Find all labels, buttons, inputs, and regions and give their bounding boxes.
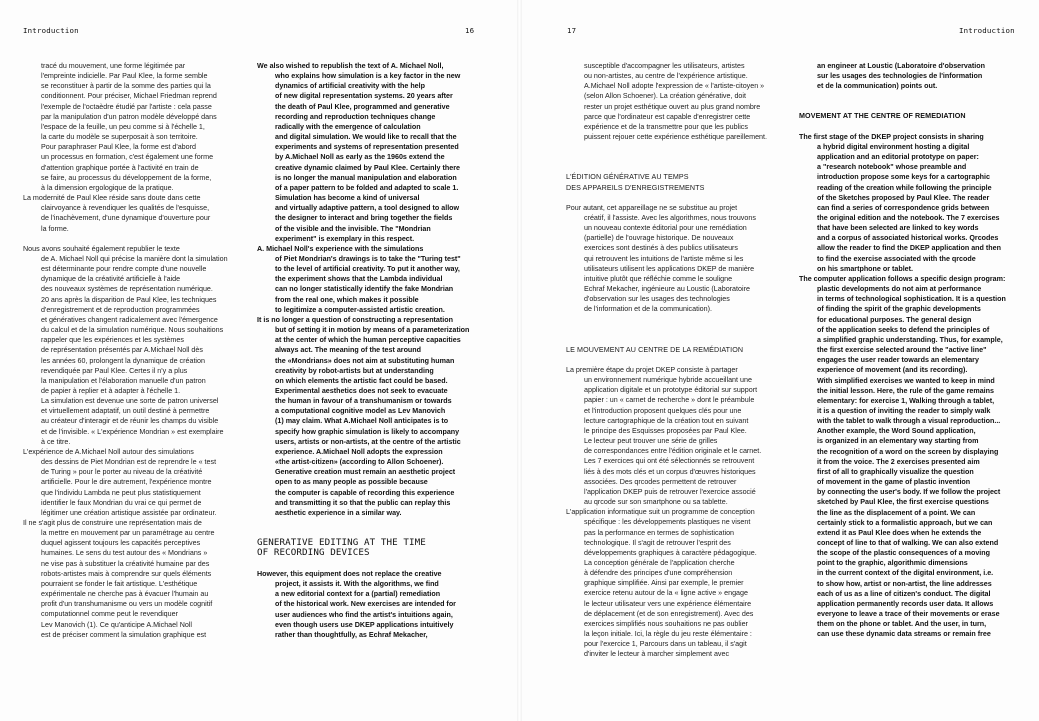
text-line: We also wished to republish the text of A. Michael Noll, xyxy=(257,62,444,70)
text-line: experience of movement (and its recording). xyxy=(817,366,968,375)
text-line: L'application informatique suit un programme de conception xyxy=(566,508,755,517)
text-line: the death of Paul Klee, programmed and generative xyxy=(275,102,450,111)
text-line: It is no longer a question of constructing a representation xyxy=(257,315,453,324)
text-line: Nous avons souhaité également republier le texte xyxy=(23,244,180,253)
text-line: un processus en formation, c'est également une forme xyxy=(41,153,214,162)
text-line: first of all to graphically visualize the question xyxy=(817,467,974,476)
text-line: (selon Allon Schoener). La création générative, doit xyxy=(584,92,746,101)
text-line: the experiment shows that the Lambda individual xyxy=(275,275,443,284)
text-line: l'exemple de l'octaèdre étudié par l'artiste : cela passe xyxy=(41,102,212,111)
text-line: à défendre des principes d'une compréhension xyxy=(584,569,733,578)
text-line: at the center of which the human perceptive capacities xyxy=(275,336,461,345)
text-line: for educational purposes. The general design xyxy=(817,315,972,324)
text-line: développements graphiques à caractère pédagogique. xyxy=(584,548,757,557)
section-heading: LE MOUVEMENT AU CENTRE DE LA REMÉDIATION xyxy=(566,345,744,354)
text-line: liés à des mots clés et un corpus d'œuvres historiques xyxy=(584,467,756,476)
text-line: with the tablet to walk through a visual reproduction... xyxy=(817,417,1001,426)
text-line: by connecting the user's body. If we follow the project xyxy=(817,488,1001,497)
text-line: can use these dynamic data streams or remain free xyxy=(817,630,991,639)
text-line: d'attention graphique portée à l'activité en train de xyxy=(41,163,199,172)
text-line: to legitimize a computer-assisted artistic creation. xyxy=(275,305,445,314)
text-line: creative dynamic claimed by Paul Klee. Certainly there xyxy=(275,163,460,172)
text-line: et l'introduction proposent quelques clés pour une xyxy=(584,406,742,415)
text-line: is organized in an elementary way starting from xyxy=(817,437,979,446)
text-line: Pour paraphraser Paul Klee, la forme est d'abord xyxy=(41,143,196,152)
text-line: «the artist-citizen» (according to Allon Schoener). xyxy=(275,458,444,467)
text-line: application digitale et un prototype éditorial sur support xyxy=(584,386,758,395)
text-line: by A.Michael Noll as early as the 1960s extend the xyxy=(275,153,445,162)
text-line: Generative creation must remain an aesthetic project xyxy=(275,468,456,477)
paragraph-spacer xyxy=(566,162,798,172)
paragraph-spacer xyxy=(566,335,798,345)
text-line: extend it as Paul Klee does when he extends the xyxy=(817,528,982,537)
text-line: artificielle. Pour le dire autrement, l'expérience montre xyxy=(41,478,212,487)
text-line: With simplified exercises we wanted to keep in mind xyxy=(817,376,995,385)
paragraph-spacer xyxy=(799,122,1033,132)
text-line: of movement in the game of plastic invention xyxy=(817,478,971,487)
text-line: even though users use DKEP applications intuitively xyxy=(275,620,454,629)
right-running-title: Introduction xyxy=(959,26,1015,35)
text-line: project, it assists it. With the algorithms, we find xyxy=(275,580,439,589)
text-line: dynamique de la créativité artificielle à l'aide xyxy=(41,275,181,284)
text-line: can no longer statistically identify the fake Mondrian xyxy=(275,285,454,294)
left-running-title: Introduction xyxy=(23,26,79,35)
text-line: La conception générale de l'application cherche xyxy=(584,558,735,567)
text-line: the line as the displacement of a point. We can xyxy=(817,508,976,517)
text-line: d'observation sur les usages des technologies xyxy=(584,295,730,304)
text-line: who explains how simulation is a key factor in the new xyxy=(275,72,461,81)
text-line: papier : un « carnet de recherche » dont le préambule xyxy=(584,396,755,405)
text-line: plastic developments do not aim at performance xyxy=(817,285,982,294)
text-line: susceptible d'accompagner les utilisateurs, artistes xyxy=(584,62,745,70)
text-line: 20 ans après la disparition de Paul Klee, les techniques xyxy=(41,295,217,304)
text-line: de correspondances entre l'édition originale et le carnet. xyxy=(584,447,762,456)
text-line: in terms of technological sophistication. It is a question xyxy=(817,295,1006,304)
text-line: de l'inachèvement, d'une dynamique d'ouverture pour xyxy=(41,214,211,223)
text-line: a hybrid digital environment hosting a digital xyxy=(817,142,970,151)
right-page-number: 17 xyxy=(567,26,577,35)
text-line: technologique. Il s'agit de retrouver l'esprit des xyxy=(584,538,731,547)
text-line: of the application seeks to defend the principles of xyxy=(817,325,990,334)
section-heading: GENERATIVE EDITING AT THE TIME xyxy=(257,537,426,549)
paragraph-spacer xyxy=(257,559,502,569)
text-line: allow the reader to find the DKEP application and then xyxy=(817,244,1001,253)
text-line: des nouveaux systèmes de représentation numérique. xyxy=(41,285,213,294)
text-line: can find a series of correspondence grids between xyxy=(817,203,990,212)
text-line: intuitive plutôt que réfléchie comme le souligne xyxy=(584,274,733,283)
text-line: Il ne s'agit plus de construire une représentation mais de xyxy=(23,519,202,528)
text-line: elementary: for exercise 1, Walking through a tablet, xyxy=(817,396,995,405)
text-line: to find the exercise associated with the qrcode xyxy=(817,254,976,263)
text-line: Experimental aesthetics does not seek to evacuate xyxy=(275,387,448,395)
text-line: tracé du mouvement, une forme légitimée par xyxy=(41,62,186,70)
text-line: the first exercise selected around the "active line" xyxy=(817,346,987,355)
text-line: exercices sont destinés à des publics utilisateurs xyxy=(584,244,738,253)
text-line: point to the graphic, algorithmic dimensions xyxy=(817,559,968,568)
text-line: of the Sketches proposed by Paul Klee. The reader xyxy=(817,193,990,202)
text-line: d'enregistrement et de reproduction programmées xyxy=(41,305,200,314)
right-french-column xyxy=(566,61,798,711)
text-line: of new digital representation systems. 20 years after xyxy=(275,92,453,101)
text-line: a new editorial context for a (partial) remediation xyxy=(275,590,441,599)
text-line: rester un projet esthétique ouvert au plus grand nombre xyxy=(584,102,761,111)
text-line: (1) may claim. What A.Michael Noll anticipates is to xyxy=(275,417,449,426)
text-line: de papier à replier et à adapter à l'échelle 1. xyxy=(41,386,181,395)
text-line: un nouveau contexte éditorial pour une remédiation xyxy=(584,224,747,233)
text-line: ne vise pas à substituer la créativité humaine par des xyxy=(41,559,210,568)
text-line: et génératives changent radicalement avec l'émergence xyxy=(41,315,218,324)
text-line: La simulation est devenue une sorte de patron universel xyxy=(41,397,219,406)
text-line: users, artists or non-artists, at the centre of the artistic xyxy=(275,437,461,446)
text-line: reading of the creation while following the principle xyxy=(817,183,992,192)
text-line: la manipulation et l'élaboration manuelle d'un patron xyxy=(41,376,206,385)
text-line: a "research notebook" whose preamble and xyxy=(817,163,967,172)
text-line: that have been selected are linked to key words xyxy=(817,224,979,233)
text-line: concept of line to that of walking. We can also extend xyxy=(817,539,999,548)
text-line: Les 7 exercices qui ont été sélectionnés se retrouvent xyxy=(584,457,755,466)
text-line: rappeler que les expériences et les systèmes xyxy=(41,336,184,345)
text-line: it from the voice. The 2 exercises presented aim xyxy=(817,457,980,466)
text-line: puissent rejouer cette expérience esthétique pareillement. xyxy=(584,133,767,142)
text-line: les années 60, prolongent la dynamique de création xyxy=(41,356,205,365)
text-line: la forme. xyxy=(41,224,69,233)
text-line: et de l'invisible. « L'expérience Mondrian » est exemplaire xyxy=(41,427,224,436)
text-line: of finding the spirit of the graphic developments xyxy=(817,305,981,314)
text-line: Pour autant, cet appareillage ne se substitue au projet xyxy=(566,203,738,212)
text-line: le lecteur utilisateur vers une expérience élémentaire xyxy=(584,599,752,608)
text-line: La première étape du projet DKEP consiste à partager xyxy=(566,366,738,374)
text-line: of Piet Mondrian's drawings is to take the "Turing test" xyxy=(275,254,461,263)
text-line: from the real one, which makes it possible xyxy=(275,295,419,304)
paragraph-spacer xyxy=(566,193,798,203)
text-line: de représentation présentés par A.Michael Noll dès xyxy=(41,346,203,355)
text-line: ou non-artistes, au centre de l'expérience artistique. xyxy=(584,72,748,81)
text-line: de déplacement (et de son enregistrement). Avec des xyxy=(584,609,754,618)
text-line: par la manipulation d'un patron modèle développé dans xyxy=(41,112,217,121)
text-line: sur les usages des technologies de l'information xyxy=(817,72,983,81)
section-heading: L'ÉDITION GÉNÉRATIVE AU TEMPS xyxy=(566,173,689,182)
text-line: sketched by Paul Klee, the first exercise questions xyxy=(817,498,989,507)
text-line: each of us as a line of citizen's conduct. The digital xyxy=(817,589,991,598)
section-heading: OF RECORDING DEVICES xyxy=(257,547,370,559)
text-line: de A. Michael Noll qui précise la manière dont la simulation xyxy=(41,254,228,263)
text-line: creativity by robot-artists but at understanding xyxy=(275,366,434,375)
text-line: the original edition and the notebook. The 7 exercises xyxy=(817,214,1000,223)
text-line: recording and reproduction techniques change xyxy=(275,112,436,121)
text-line: de Turing » pour le porter au niveau de la créativité xyxy=(41,468,203,477)
text-line: However, this equipment does not replace the creative xyxy=(257,569,442,578)
text-line: la mettre en mouvement par un paramétrage au centre xyxy=(41,529,215,538)
text-line: Another example, the Word Sound application, xyxy=(817,427,976,436)
text-line: expérimentale ne cherche pas à évacuer l'humain au xyxy=(41,590,209,599)
text-line: certainly stick to a formalistic approach, but we can xyxy=(817,518,993,527)
left-french-column xyxy=(23,61,253,711)
paragraph-spacer xyxy=(23,234,253,244)
text-line: radically with the emergence of calculation xyxy=(275,122,421,131)
text-line: se reconstituer à partir de la somme des parties qui la xyxy=(41,82,211,91)
text-line: L'expérience de A.Michael Noll autour des simulations xyxy=(23,447,194,456)
text-line: l'empreinte indicielle. Par Paul Klee, la forme semble xyxy=(41,72,208,81)
text-line: and virtually adaptive pattern, a tool designed to allow xyxy=(275,204,460,213)
text-line: d'inviter le lecteur à marcher simplement avec xyxy=(584,650,730,659)
text-line: conditionnent. Pour préciser, Michael Friedman reprend xyxy=(41,92,217,101)
book-gutter xyxy=(517,0,522,721)
text-line: user audiences who find the artist's intuitions again, xyxy=(275,610,453,619)
section-heading: MOVEMENT AT THE CENTRE OF REMEDIATION xyxy=(799,112,966,121)
text-line: of the historical work. New exercises are intended for xyxy=(275,600,456,609)
text-line: specify how graphic simulation is likely to accompany xyxy=(275,427,460,436)
text-line: pour l'exercice 1, Parcours dans un tableau, il s'agit xyxy=(584,640,747,649)
text-line: que l'individu Lambda ne peut plus statistiquement xyxy=(41,488,201,497)
text-line: des dessins de Piet Mondrian est de reprendre le « test xyxy=(41,458,217,467)
text-line: spécifique : les développements plastiques ne visent xyxy=(584,518,751,527)
text-line: à la dimension ergologique de la pratique. xyxy=(41,183,174,192)
text-line: La modernité de Paul Klee réside sans doute dans cette xyxy=(23,194,201,203)
text-line: revendiquée par Paul Klee. Certes il n'y a plus xyxy=(41,366,188,375)
text-line: everyone to leave a trace of their movements or erase xyxy=(817,610,1000,619)
text-line: la carte du modèle se superposait à son territoire. xyxy=(41,133,198,142)
text-line: se faire, au processus du développement de la forme, xyxy=(41,173,212,182)
text-line: the scope of the plastic consequences of a moving xyxy=(817,549,991,558)
text-line: Le lecteur peut trouver une série de grilles xyxy=(584,437,718,446)
text-line: The computer application follows a specific design program: xyxy=(799,274,1006,283)
text-line: un environnement numérique hybride accueillant une xyxy=(584,376,752,385)
text-line: parce que l'ordinateur est capable d'enregistrer cette xyxy=(584,112,751,121)
text-line: et de la communication) points out. xyxy=(817,82,938,91)
text-line: et virtuellement adaptatif, un outil destiné à permettre xyxy=(41,407,210,416)
paragraph-spacer xyxy=(566,315,798,335)
text-line: du calcul et de la simulation numérique. Nous souhaitions xyxy=(41,326,224,335)
text-line: engages the user reader towards an elementary xyxy=(817,356,979,365)
text-line: exercice retenu autour de la « ligne active » engage xyxy=(584,589,748,598)
text-line: the human in favour of a transhumanism or towards xyxy=(275,397,452,406)
text-line: them on the phone or tablet. And the user, in turn, xyxy=(817,620,987,629)
text-line: graphique simplifiée. Ainsi par exemple, le premier xyxy=(584,579,744,588)
text-line: Lev Manovich (1). Ce qu'anticipe A.Michael Noll xyxy=(41,620,192,629)
text-line: utilisateurs utilisent les applications DKEP de manière xyxy=(584,264,755,273)
text-line: clairvoyance à revendiquer les qualités de l'esquisse, xyxy=(41,204,210,213)
text-line: the «Mondrians» does not aim at substituting human xyxy=(275,356,455,365)
text-line: la leçon initiale. Ici, la règle du jeu reste élémentaire : xyxy=(584,630,752,639)
text-line: légitimer une création artistique assistée par ordinateur. xyxy=(41,508,217,517)
text-line: to the level of artificial creativity. To put it another way, xyxy=(275,265,460,274)
text-line: A.Michael Noll adopte l'expression de « l'artiste-citoyen » xyxy=(584,82,765,91)
text-line: and transmitting it so that the public can replay this xyxy=(275,498,451,507)
text-line: de l'information et de la communication). xyxy=(584,305,712,314)
text-line: exercices simplifiés nous souhaitions ne pas oublier xyxy=(584,619,748,628)
text-line: open to as many people as possible because xyxy=(275,478,428,487)
text-line: application and an editorial prototype on paper: xyxy=(817,153,979,162)
text-line: the designer to interact and bring together the fields xyxy=(275,214,453,223)
text-line: lecture cartographique de la création tout en suivant xyxy=(584,416,749,425)
text-line: introduction propose some keys for a cartographic xyxy=(817,173,990,182)
text-line: experiments and systems of representation presented xyxy=(275,143,459,152)
text-line: dynamics of artificial creativity with the help xyxy=(275,82,425,91)
text-line: Simulation has become a kind of universal xyxy=(275,194,420,203)
text-line: au créateur d'interagir et de réunir les champs du visible xyxy=(41,417,219,426)
paragraph-spacer xyxy=(566,142,798,162)
text-line: (partielle) de l'ouvrage historique. De nouveaux xyxy=(584,234,734,243)
left-english-column xyxy=(257,61,502,711)
text-line: in the current context of the digital environment, i.e. xyxy=(817,569,994,578)
text-line: and a corpus of associated historical works. Qrcodes xyxy=(817,234,999,243)
text-line: Echraf Mekacher, ingénieure au Loustic (Laboratoire xyxy=(584,285,750,294)
text-line: of a paper pattern to be folded and adapted to scale 1. xyxy=(275,183,459,192)
left-page-number: 16 xyxy=(465,26,475,35)
text-line: the initial lesson. Here, the rule of the game remains xyxy=(817,386,994,395)
text-line: associées. Des qrcodes permettent de retrouver xyxy=(584,477,737,486)
text-line: A. Michael Noll's experience with the simulations xyxy=(257,244,424,253)
text-line: aesthetic experience in a similar way. xyxy=(275,508,402,517)
paragraph-spacer xyxy=(566,355,798,365)
text-line: l'espace de la feuille, un peu comme si à l'échelle 1, xyxy=(41,122,205,131)
text-line: is no longer the manual manipulation and elaboration xyxy=(275,173,457,182)
text-line: always act. The meaning of the test around xyxy=(275,346,422,355)
section-heading: DES APPAREILS D'ENREGISTREMENTS xyxy=(566,183,705,192)
text-line: to show how, artist or non-artist, the line addresses xyxy=(817,579,992,588)
text-line: est déterminante pour rendre compte d'une nouvelle xyxy=(41,265,207,274)
right-english-column xyxy=(799,61,1033,711)
text-line: profit d'un transhumanisme ou vers un modèle cognitif xyxy=(41,600,213,609)
text-line: expérience et de la transmettre pour que les publics xyxy=(584,122,748,131)
text-line: on which elements the artistic fact could be based. xyxy=(275,376,448,385)
text-line: it is a question of inviting the reader to simply walk xyxy=(817,406,991,415)
text-line: humaines. Le sens du test autour des « Mondrians » xyxy=(41,549,208,558)
text-line: computationnel comme peut le revendiquer xyxy=(41,610,178,619)
text-line: rather than thoughtfully, as Echraf Mekacher, xyxy=(275,630,428,639)
text-line: pas la performance en termes de sophistication xyxy=(584,528,735,537)
text-line: duquel agissent toujours les capacités perceptives xyxy=(41,539,201,548)
text-line: but of setting it in motion by means of a parameterization xyxy=(275,326,470,335)
text-line: le principe des Esquisses proposées par Paul Klee. xyxy=(584,426,747,435)
text-line: est de préciser comment la simulation graphique est xyxy=(41,630,207,639)
text-line: on his smartphone or tablet. xyxy=(817,264,914,273)
text-line: the computer is capable of recording this experience xyxy=(275,488,455,497)
text-line: créatif, il l'assiste. Avec les algorithmes, nous trouvons xyxy=(584,214,756,222)
text-line: application permanently records user data. It allows xyxy=(817,599,994,608)
text-line: qui retrouvent les intuitions de l'artiste même si les xyxy=(584,254,744,263)
text-line: experience. A.Michael Noll adopts the expression xyxy=(275,447,443,456)
text-line: of the visible and the invisible. The "Mondrian xyxy=(275,224,431,233)
text-line: l'application DKEP puis de retrouver l'exercice associé xyxy=(584,487,756,496)
text-line: à ce titre. xyxy=(41,437,71,446)
text-line: experiment" is exemplary in this respect. xyxy=(275,234,415,243)
text-line: a simplified graphic understanding. Thus, for example, xyxy=(817,335,1003,344)
text-line: au qrcode sur son smartphone ou sa tablette. xyxy=(584,498,728,507)
paragraph-spacer xyxy=(799,91,1033,111)
text-line: an engineer at Loustic (Laboratoire d'observation xyxy=(817,62,985,70)
text-line: pourraient se fonder le fait artistique. L'esthétique xyxy=(41,579,198,588)
text-line: and digital simulation. We would like to recall that the xyxy=(275,133,457,142)
text-line: identifier le faux Mondrian du vrai ce qui permet de xyxy=(41,498,202,507)
paragraph-spacer xyxy=(257,518,502,538)
text-line: the recognition of a word on the screen by displaying xyxy=(817,447,999,456)
text-line: The first stage of the DKEP project consists in sharing xyxy=(799,132,984,141)
text-line: robots-artistes mais à comprendre sur quels éléments xyxy=(41,569,212,578)
text-line: a computational cognitive model as Lev Manovich xyxy=(275,407,446,416)
